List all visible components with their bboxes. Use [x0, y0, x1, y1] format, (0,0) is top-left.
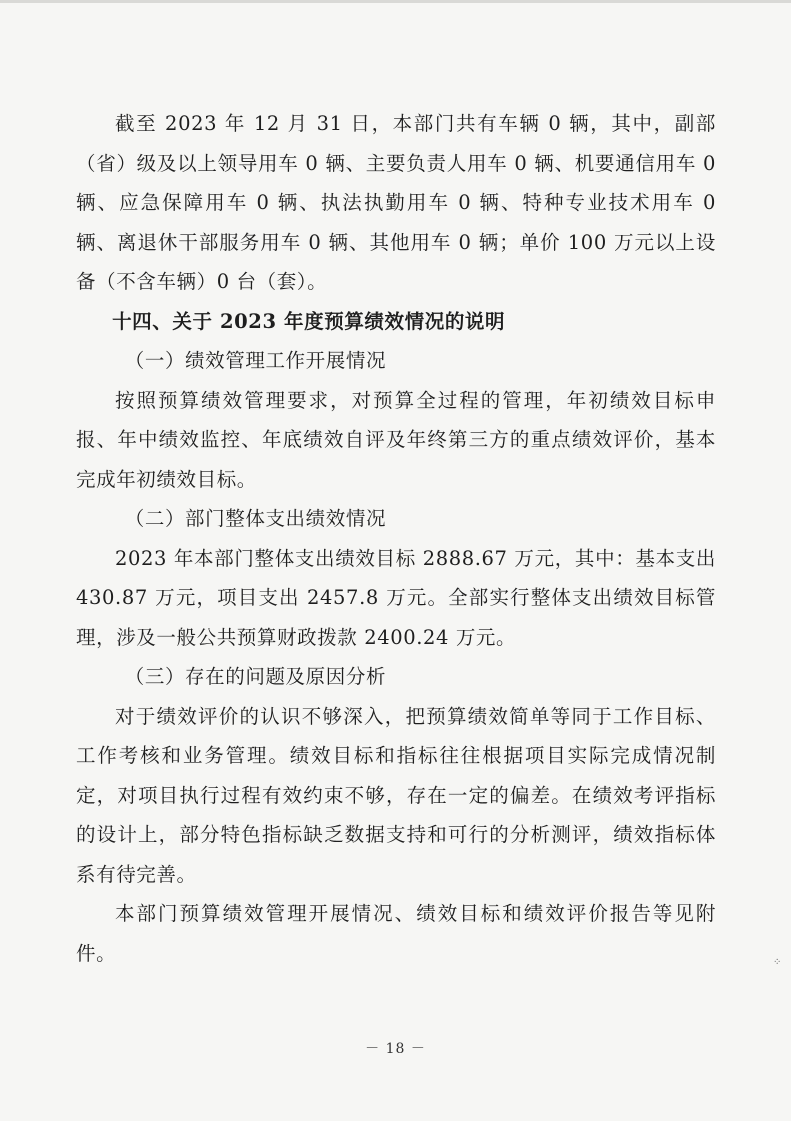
vehicle-paragraph: 截至 2023 年 12 月 31 日，本部门共有车辆 0 辆，其中，副部（省）级及以上领导用车 0 辆、主要负责人用车 0 辆、机要通信用车 0 辆、应急保障用车 0 辆、执法执勤用车 0 辆、特种专业技术用车 0 辆、离退休干部服务用车 0 辆、其他用车 0 辆；单价 100 万元以上设备（不含车辆）0 台（套）。: [76, 112, 716, 293]
subsection-title-3: （三）存在的问题及原因分析: [124, 665, 387, 688]
page-number: － 18 －: [365, 1041, 426, 1057]
section-heading: 十四、关于 2023 年度预算绩效情况的说明: [112, 309, 506, 333]
scan-top-edge: [0, 0, 791, 3]
scan-artifact-mark: ⁘: [773, 957, 782, 968]
subsection-1-paragraph: 按照预算绩效管理要求，对预算全过程的管理，年初绩效目标申报、年中绩效监控、年底绩效自评及年终第三方的重点绩效评价，基本完成年初绩效目标。: [76, 388, 716, 491]
subsection-title-1: （一）绩效管理工作开展情况: [124, 349, 387, 372]
subsection-3-paragraph-1: 对于绩效评价的认识不够深入，把预算绩效简单等同于工作目标、工作考核和业务管理。绩效目标和指标往往根据项目实际完成情况制定，对项目执行过程有效约束不够，存在一定的偏差。在绩效考评指标的设计上，部分特色指标缺乏数据支持和可行的分析测评，绩效指标体系有待完善。: [76, 704, 716, 886]
document-body: [76, 104, 716, 973]
subsection-3-paragraph-2: 本部门预算绩效管理开展情况、绩效目标和绩效评价报告等见附件。: [76, 902, 716, 965]
subsection-title-2: （二）部门整体支出绩效情况: [124, 507, 387, 530]
subsection-2-paragraph: 2023 年本部门整体支出绩效目标 2888.67 万元，其中：基本支出 430.87 万元，项目支出 2457.8 万元。全部实行整体支出绩效目标管理，涉及一般公共预算财政拨款 2400.24 万元。: [76, 546, 716, 649]
